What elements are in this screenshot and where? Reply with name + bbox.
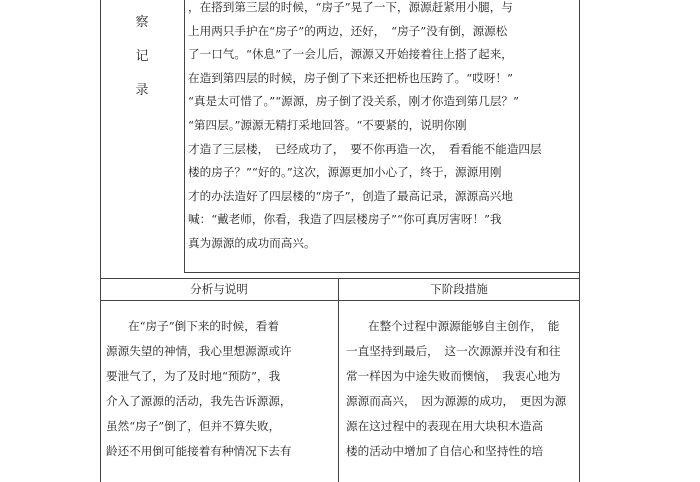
text-line: “真是太可惜了。”“源源，房子倒了没关系，刚才你造到第几层？”: [188, 94, 519, 109]
text-line: 介入了源源的活动，我先告诉源源，: [106, 394, 292, 408]
observation-table: [100, 0, 580, 482]
text-line: ，在搭到第三层的时候，“房子”晃了一下，源源赶紧用小腿，与: [188, 0, 513, 14]
text-line: 才造了三层楼， 已经成功了， 要不你再造一次， 看看能不能造四层: [188, 141, 542, 156]
label-column-divider: [184, 0, 185, 272]
text-line: 要泄气了，为了及时地“预防”，我: [106, 369, 281, 383]
text-line: 才的办法造好了四层楼的“房子”，创造了最高记录，源源高兴地: [188, 188, 513, 203]
header-row-top-border: [100, 278, 580, 279]
text-line: 了一口气。“休息”了一会儿后，源源又开始接着往上搭了起来，: [188, 47, 513, 62]
observation-record-label: [100, 6, 184, 108]
record-row-bottom-border: [184, 272, 579, 273]
text-line: 上用两只手护在“房子”的两边，还好， “房子”没有倒，源源松: [188, 23, 508, 38]
text-line: 常一样因为中途失败而懊恼， 我衷心地为: [346, 369, 561, 383]
text-line: 楼的房子？”“好的。”这次，源源更加小心了，终于，源源用刚: [188, 165, 502, 180]
next-steps-text: [346, 314, 566, 464]
observation-text: [188, 0, 576, 256]
header-row-bottom-border: [100, 300, 580, 301]
analysis-column-divider: [338, 278, 339, 482]
analysis-text: [106, 314, 292, 464]
label-char: 察: [135, 15, 149, 30]
text-line: 虽然“房子”倒了，但并不算失败，: [106, 419, 281, 433]
text-line: 龄还不用倒可能接着有种情况下去有: [106, 444, 292, 458]
label-char: 记: [135, 49, 149, 64]
text-line: 喊：“戴老师，你看，我造了四层楼房子”“你可真厉害呀！”我: [188, 212, 502, 227]
text-line: 楼的活动中增加了自信心和坚持性的培: [346, 444, 544, 458]
table-border-right: [579, 0, 580, 482]
text-line: 在“房子”倒下来的时候，看着: [128, 319, 279, 333]
text-line: 一直坚持到最后， 这一次源源并没有和往: [346, 344, 561, 358]
analysis-header: 分析与说明: [190, 282, 248, 296]
text-line: 源在这过程中的表现在用大块积木造高: [346, 419, 544, 433]
text-line: 在整个过程中源源能够自主创作， 能: [368, 319, 560, 333]
next-steps-header: 下阶段措施: [430, 282, 488, 296]
text-line: 在造到第四层的时候，房子倒了下来还把桥也压跨了。“哎呀！”: [188, 70, 513, 85]
label-char: 录: [135, 83, 149, 98]
text-line: 真为源源的成功而高兴。: [188, 235, 316, 250]
text-line: 源源而高兴， 因为源源的成功， 更因为源: [346, 394, 567, 408]
text-line: “第四层。”源源无精打采地回答。“不要紧的，说明你刚: [188, 117, 467, 132]
text-line: 源源失望的神情，我心里想源源或许: [106, 344, 292, 358]
